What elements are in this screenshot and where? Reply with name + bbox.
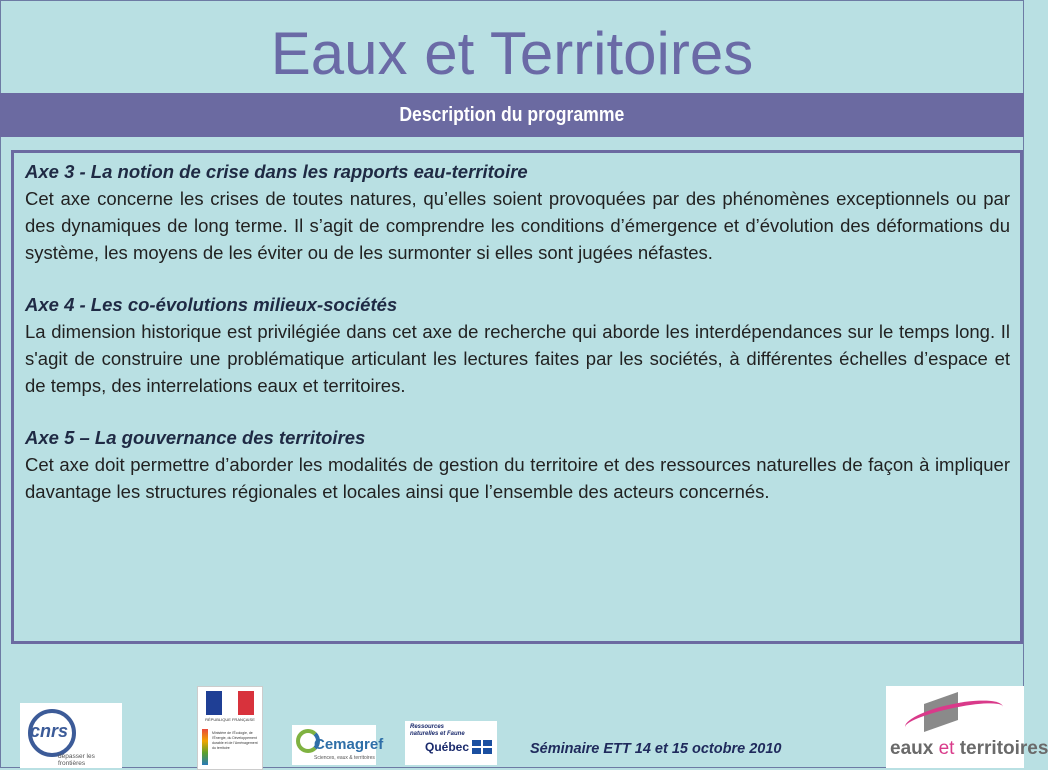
cnrs-logo-text: cnrs [30, 721, 69, 741]
slide-subtitle: Description du programme [399, 104, 625, 126]
eaux-et-territoires-logo [886, 686, 1048, 768]
section-body: Cet axe doit permettre d’aborder les modalités de gestion du territoire et des ressources naturelles de façon à impliquer davantage les structures régionales et locales ainsi que l’ensemble des acteurs concernés. [25, 454, 1010, 502]
ministere-text: Ministère de l'Écologie, de l'Énergie, du Développement durable et de l'Aménagement du territoire [212, 731, 258, 750]
quebec-logo [405, 721, 497, 765]
ministere-bars-icon [202, 729, 208, 765]
cnrs-logo [20, 703, 122, 768]
cemagref-tagline: Sciences, eaux & territoires [314, 755, 375, 761]
section-body: Cet axe concerne les crises de toutes natures, qu’elles soient provoquées par des phénomènes exceptionnels ou par des dynamiques de long terme. Il s’agit de comprendre les conditions d’émergence et d’évolution des déformations du système, les moyens de les éviter ou de les surmonter si elles sont jugées néfastes. [25, 188, 1010, 263]
ett-word-et: et [938, 738, 955, 759]
ett-word-eaux: eaux [890, 738, 934, 759]
quebec-name: Québec [425, 740, 470, 754]
ett-word-territoires: territoires [959, 738, 1048, 759]
section-axe-3 [25, 159, 1010, 266]
seminar-footer: Séminaire ETT 14 et 15 octobre 2010 [530, 741, 782, 757]
subtitle-band [0, 93, 1024, 137]
section-axe-4 [25, 292, 1010, 399]
quebec-ministry-text: Ressources naturelles et Faune [410, 724, 465, 737]
section-heading: Axe 4 - Les co-évolutions milieux-sociétés [25, 294, 398, 315]
section-axe-5 [25, 425, 1010, 505]
section-heading: Axe 5 – La gouvernance des territoires [25, 427, 366, 448]
french-flag-icon [206, 691, 254, 715]
section-heading: Axe 3 - La notion de crise dans les rapports eau-territoire [25, 161, 528, 182]
cnrs-tagline: dépasser les frontières [58, 753, 95, 767]
ministere-logo [197, 686, 263, 770]
cemagref-logo [292, 725, 384, 765]
quebec-flag-icon [472, 740, 492, 754]
ett-wordmark [890, 738, 1048, 760]
republique-text: RÉPUBLIQUE FRANÇAISE [205, 717, 255, 722]
slide-title: Eaux et Territoires [270, 20, 754, 87]
content-box [11, 150, 1023, 644]
section-body: La dimension historique est privilégiée dans cet axe de recherche qui aborde les interdépendances sur le temps long. Il s'agit de construire une problématique articulant les lectures faites par les sociétés, à différentes échelles d’espace et de temps, des interrelations eaux et territoires. [25, 321, 1010, 396]
cemagref-name: Cemagref [314, 736, 384, 753]
